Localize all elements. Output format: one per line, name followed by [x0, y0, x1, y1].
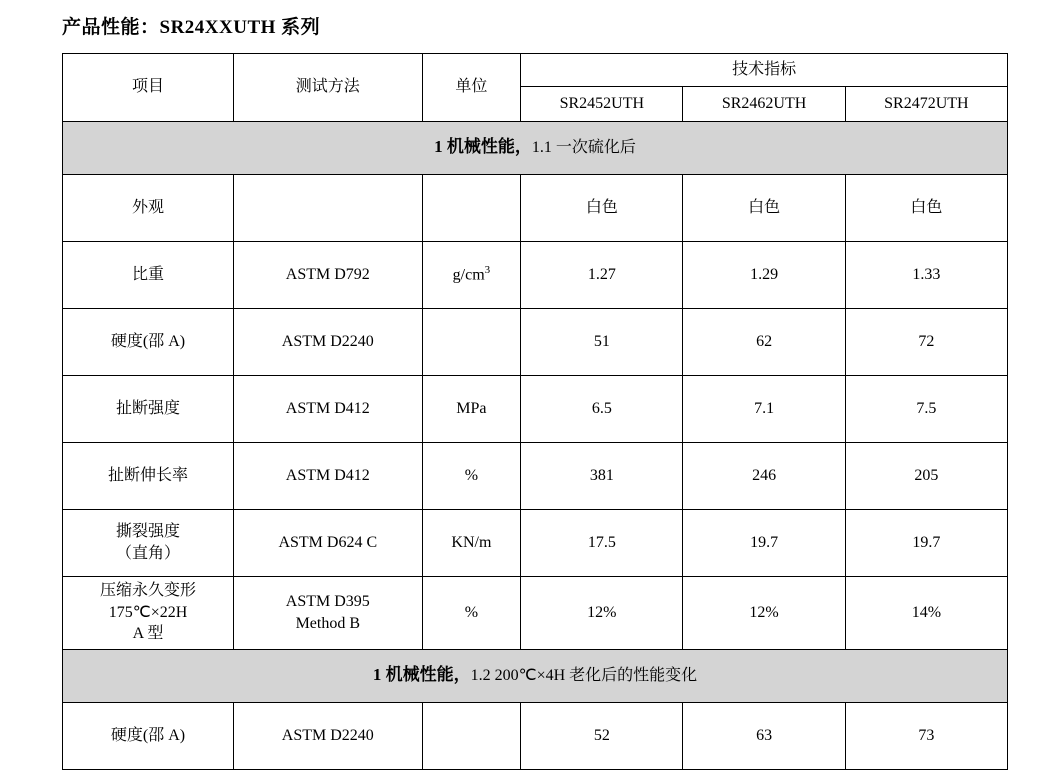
- row-item: 硬度(邵 A): [63, 308, 234, 375]
- row-value-3: 205: [845, 442, 1007, 509]
- header-spec-group: 技术指标: [521, 53, 1008, 86]
- table-row: [63, 702, 1008, 769]
- row-method-line2: Method B: [295, 614, 361, 632]
- row-value-3: 1.33: [845, 241, 1007, 308]
- row-item: 外观: [63, 174, 234, 241]
- row-value-1: 白色: [521, 174, 683, 241]
- row-item: [63, 576, 234, 649]
- row-item: 扯断强度: [63, 375, 234, 442]
- row-method: [234, 174, 423, 241]
- row-value-2: 1.29: [683, 241, 845, 308]
- row-value-1: 381: [521, 442, 683, 509]
- row-method: ASTM D2240: [234, 308, 423, 375]
- row-value-2: 12%: [683, 576, 845, 649]
- row-value-2: 63: [683, 702, 845, 769]
- table-row: [63, 174, 1008, 241]
- row-item-line1: 压缩永久变形: [100, 582, 197, 600]
- row-value-3: 白色: [845, 174, 1007, 241]
- row-item-line3: A 型: [132, 625, 164, 643]
- row-value-2: 白色: [683, 174, 845, 241]
- section-label-bold: 1 机械性能，: [434, 137, 532, 157]
- row-method: ASTM D792: [234, 241, 423, 308]
- row-unit: [422, 308, 521, 375]
- row-unit-text: g/cm: [452, 266, 485, 284]
- row-item-line2: 175℃×22H: [108, 603, 188, 621]
- row-value-2: 7.1: [683, 375, 845, 442]
- row-value-2: 62: [683, 308, 845, 375]
- section-label-rest: 1.1 一次硫化后: [531, 139, 636, 157]
- table-row: [63, 576, 1008, 649]
- row-unit: [422, 702, 521, 769]
- header-column-sr2452uth: SR2452UTH: [521, 86, 683, 121]
- row-value-2: 19.7: [683, 509, 845, 576]
- row-value-2: 246: [683, 442, 845, 509]
- row-unit-exponent: 3: [484, 264, 491, 277]
- page-title: 产品性能：SR24XXUTH 系列: [62, 17, 321, 38]
- section-header-row: [63, 649, 1008, 702]
- row-method: [234, 576, 423, 649]
- header-column-sr2472uth: SR2472UTH: [845, 86, 1007, 121]
- row-value-1: 17.5: [521, 509, 683, 576]
- row-unit: %: [422, 576, 521, 649]
- row-value-3: 7.5: [845, 375, 1007, 442]
- row-value-3: 19.7: [845, 509, 1007, 576]
- section-label-rest: 1.2 200℃×4H 老化后的性能变化: [470, 667, 698, 685]
- row-value-1: 12%: [521, 576, 683, 649]
- row-item: 扯断伸长率: [63, 442, 234, 509]
- row-method-line1: ASTM D395: [285, 592, 370, 610]
- row-item: [63, 509, 234, 576]
- table-row: [63, 308, 1008, 375]
- product-performance-table: [62, 53, 1008, 770]
- row-value-1: 1.27: [521, 241, 683, 308]
- table-row: [63, 509, 1008, 576]
- row-value-3: 14%: [845, 576, 1007, 649]
- header-item: 项目: [63, 53, 234, 121]
- row-value-3: 72: [845, 308, 1007, 375]
- table-header-row-1: [63, 53, 1008, 86]
- row-item-line1: 撕裂强度: [116, 522, 181, 540]
- row-unit: [422, 174, 521, 241]
- row-unit: KN/m: [422, 509, 521, 576]
- row-method: ASTM D412: [234, 442, 423, 509]
- section-label-bold: 1 机械性能，: [372, 665, 471, 685]
- row-value-1: 52: [521, 702, 683, 769]
- row-item-line2: （直角）: [116, 544, 181, 562]
- row-unit: MPa: [422, 375, 521, 442]
- header-method: 测试方法: [234, 53, 423, 121]
- row-unit: %: [422, 442, 521, 509]
- row-unit: [422, 241, 521, 308]
- table-row: [63, 442, 1008, 509]
- header-column-sr2462uth: SR2462UTH: [683, 86, 845, 121]
- row-value-3: 73: [845, 702, 1007, 769]
- section-header-row: [63, 121, 1008, 174]
- row-method: ASTM D412: [234, 375, 423, 442]
- header-unit: 单位: [422, 53, 521, 121]
- row-item: 比重: [63, 241, 234, 308]
- row-value-1: 6.5: [521, 375, 683, 442]
- table-row: [63, 241, 1008, 308]
- section-header-1: [63, 121, 1008, 174]
- row-value-1: 51: [521, 308, 683, 375]
- row-item: 硬度(邵 A): [63, 702, 234, 769]
- row-method: ASTM D2240: [234, 702, 423, 769]
- table-row: [63, 375, 1008, 442]
- section-header-2: [63, 649, 1008, 702]
- row-method: ASTM D624 C: [234, 509, 423, 576]
